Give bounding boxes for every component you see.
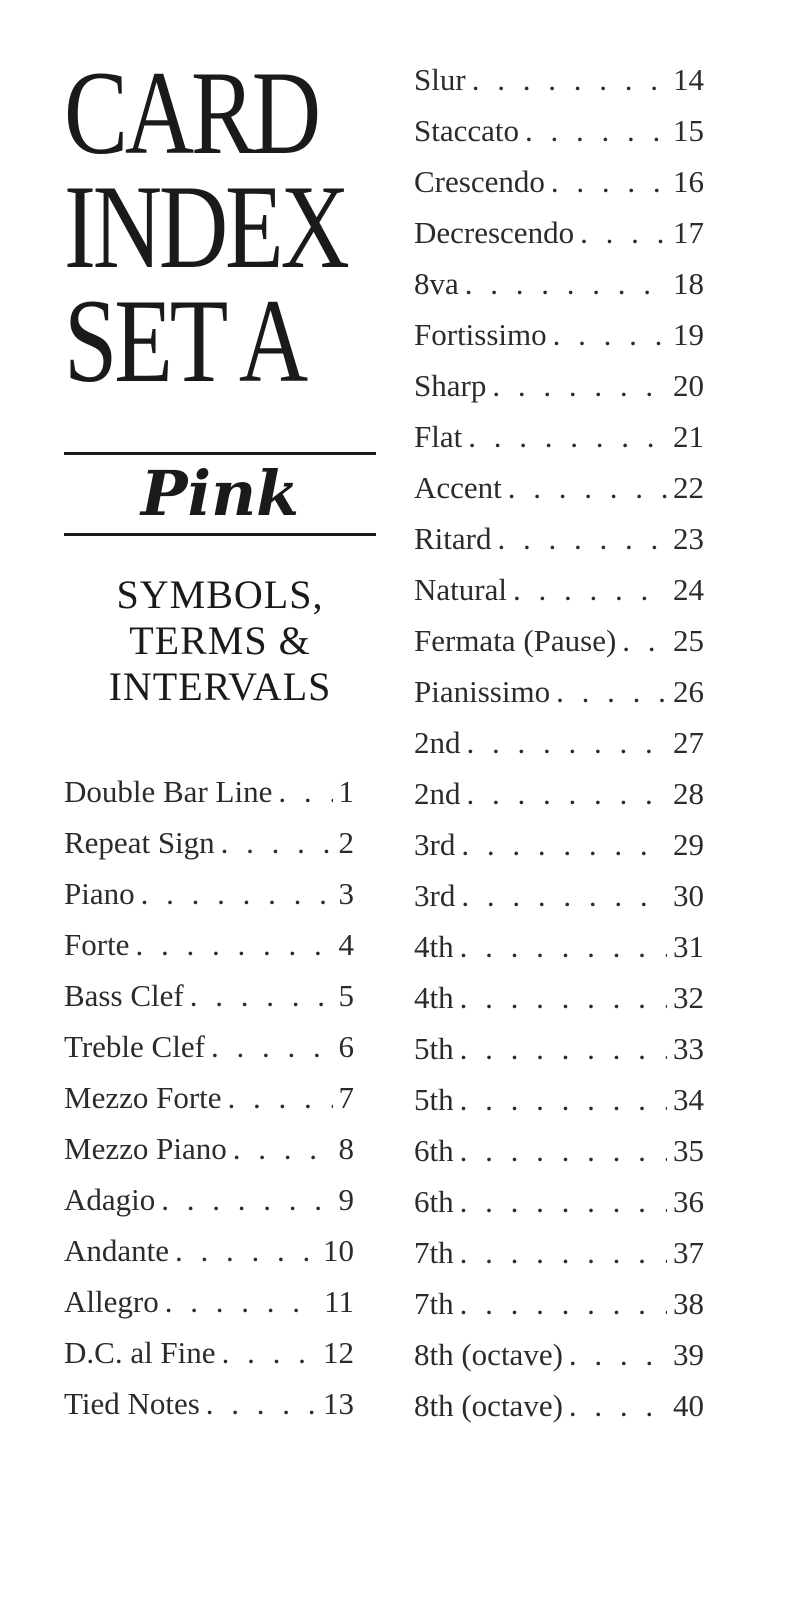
- entry-number: 38: [673, 1286, 704, 1321]
- entry-term: 5th: [414, 1082, 454, 1117]
- entry-term: Slur: [414, 62, 466, 97]
- dot-leader: [551, 156, 667, 207]
- index-entry: [414, 258, 704, 309]
- entry-number: 20: [673, 368, 704, 403]
- index-entry: [414, 1074, 704, 1125]
- divider-bottom: [64, 533, 376, 536]
- dot-leader: [513, 564, 667, 615]
- header-block: [64, 46, 376, 710]
- entry-term: Staccato: [414, 113, 520, 148]
- index-entry: [64, 1021, 354, 1072]
- entry-number: 19: [673, 317, 704, 352]
- entry-term: Pianissimo: [414, 674, 551, 709]
- entry-number: 37: [673, 1235, 704, 1270]
- entry-number: 11: [324, 1284, 354, 1319]
- entry-number: 3: [338, 876, 354, 911]
- entry-term: 5th: [414, 1031, 454, 1066]
- dot-leader: [525, 105, 667, 156]
- entry-number: 15: [673, 113, 704, 148]
- index-entry: [414, 513, 704, 564]
- entry-term: Crescendo: [414, 164, 545, 199]
- dot-leader: [228, 1072, 333, 1123]
- entry-number: 33: [673, 1031, 704, 1066]
- dot-leader: [233, 1123, 333, 1174]
- index-entry: [414, 1278, 704, 1329]
- index-entry: [414, 1125, 704, 1176]
- index-entry: [64, 1072, 354, 1123]
- entry-term: Tied Notes: [64, 1386, 200, 1421]
- entry-number: 10: [323, 1233, 354, 1268]
- entry-number: 34: [673, 1082, 704, 1117]
- entry-term: 3rd: [414, 878, 456, 913]
- entry-number: 13: [323, 1386, 354, 1421]
- entry-term: Mezzo Forte: [64, 1080, 222, 1115]
- entry-term: Double Bar Line: [64, 774, 273, 809]
- entry-number: 6: [338, 1029, 354, 1064]
- entry-number: 40: [673, 1388, 704, 1423]
- dot-leader: [460, 1176, 667, 1227]
- entry-term: 8th (octave): [414, 1388, 563, 1423]
- dot-leader: [492, 360, 667, 411]
- dot-leader: [222, 1327, 317, 1378]
- index-entry: [414, 462, 704, 513]
- index-entry: [64, 919, 354, 970]
- index-entry: [64, 1225, 354, 1276]
- entry-term: Natural: [414, 572, 507, 607]
- index-entry: [414, 207, 704, 258]
- index-entry: [414, 717, 704, 768]
- entry-number: 1: [338, 774, 354, 809]
- index-entry: [414, 54, 704, 105]
- entry-number: 17: [673, 215, 704, 250]
- dot-leader: [622, 615, 667, 666]
- index-entry: [64, 1378, 354, 1429]
- entry-term: Accent: [414, 470, 502, 505]
- dot-leader: [460, 1227, 667, 1278]
- dot-leader: [221, 817, 333, 868]
- entry-number: 29: [673, 827, 704, 862]
- index-entry: [64, 970, 354, 1021]
- dot-leader: [206, 1378, 317, 1429]
- entry-term: Bass Clef: [64, 978, 184, 1013]
- index-entry: [414, 309, 704, 360]
- entry-number: 30: [673, 878, 704, 913]
- page-title: [64, 46, 376, 407]
- entry-term: Forte: [64, 927, 130, 962]
- dot-leader: [161, 1174, 332, 1225]
- entry-term: 8th (octave): [414, 1337, 563, 1372]
- index-entry: [414, 411, 704, 462]
- entry-term: 7th: [414, 1286, 454, 1321]
- title-line-2: INDEX: [64, 160, 347, 293]
- subtitle-line-2: TERMS &: [129, 618, 311, 663]
- dot-leader: [175, 1225, 317, 1276]
- index-entry: [414, 819, 704, 870]
- entry-number: 25: [673, 623, 704, 658]
- entry-number: 36: [673, 1184, 704, 1219]
- entry-term: Flat: [414, 419, 463, 454]
- entry-number: 32: [673, 980, 704, 1015]
- index-list-right: [414, 54, 704, 1431]
- entry-term: Andante: [64, 1233, 170, 1268]
- entry-number: 9: [338, 1182, 354, 1217]
- entry-term: Piano: [64, 876, 135, 911]
- entry-number: 21: [673, 419, 704, 454]
- dot-leader: [508, 462, 667, 513]
- title-block: [64, 46, 376, 408]
- entry-term: Mezzo Piano: [64, 1131, 227, 1166]
- index-entry: [414, 564, 704, 615]
- entry-number: 24: [673, 572, 704, 607]
- entry-number: 26: [673, 674, 704, 709]
- entry-number: 22: [673, 470, 704, 505]
- entry-term: Fermata (Pause): [414, 623, 617, 658]
- entry-term: 3rd: [414, 827, 456, 862]
- dot-leader: [460, 1023, 667, 1074]
- subtitle: [64, 572, 376, 710]
- index-entry: [64, 1174, 354, 1225]
- entry-term: Treble Clef: [64, 1029, 205, 1064]
- dot-leader: [141, 868, 333, 919]
- dot-leader: [135, 919, 332, 970]
- title-line-1: CARD: [64, 46, 318, 179]
- index-entry: [64, 1123, 354, 1174]
- index-entry: [414, 870, 704, 921]
- entry-term: 4th: [414, 929, 454, 964]
- dot-leader: [460, 921, 667, 972]
- entry-term: Adagio: [64, 1182, 156, 1217]
- index-entry: [64, 817, 354, 868]
- entry-term: Repeat Sign: [64, 825, 215, 860]
- index-entry: [414, 105, 704, 156]
- dot-leader: [461, 870, 667, 921]
- entry-term: 2nd: [414, 776, 461, 811]
- dot-leader: [472, 54, 667, 105]
- dot-leader: [467, 768, 668, 819]
- dot-leader: [190, 970, 333, 1021]
- dot-leader: [460, 1125, 667, 1176]
- entry-number: 4: [338, 927, 354, 962]
- index-entry: [64, 868, 354, 919]
- entry-number: 12: [323, 1335, 354, 1370]
- index-entry: [414, 1023, 704, 1074]
- index-entry: [64, 1276, 354, 1327]
- entry-number: 7: [338, 1080, 354, 1115]
- dot-leader: [569, 1380, 667, 1431]
- entry-number: 5: [338, 978, 354, 1013]
- entry-number: 2: [338, 825, 354, 860]
- entry-number: 18: [673, 266, 704, 301]
- index-entry: [414, 156, 704, 207]
- entry-number: 28: [673, 776, 704, 811]
- index-entry: [414, 768, 704, 819]
- index-entry: [414, 921, 704, 972]
- index-entry: [414, 972, 704, 1023]
- dot-leader: [461, 819, 667, 870]
- dot-leader: [468, 411, 667, 462]
- dot-leader: [556, 666, 667, 717]
- entry-term: 7th: [414, 1235, 454, 1270]
- entry-term: D.C. al Fine: [64, 1335, 216, 1370]
- subtitle-line-1: SYMBOLS,: [116, 572, 324, 617]
- entry-term: Ritard: [414, 521, 492, 556]
- index-entry: [414, 1227, 704, 1278]
- dot-leader: [465, 258, 667, 309]
- index-entry: [414, 1176, 704, 1227]
- index-list-left: [64, 766, 354, 1429]
- subtitle-line-3: INTERVALS: [108, 664, 332, 709]
- title-line-3: SET A: [64, 274, 305, 407]
- dot-leader: [460, 1074, 667, 1125]
- index-entry: [414, 1380, 704, 1431]
- entry-term: 8va: [414, 266, 459, 301]
- dot-leader: [498, 513, 668, 564]
- index-entry: [414, 666, 704, 717]
- entry-term: Sharp: [414, 368, 487, 403]
- dot-leader: [460, 1278, 667, 1329]
- entry-number: 39: [673, 1337, 704, 1372]
- entry-term: 6th: [414, 1184, 454, 1219]
- index-entry: [414, 615, 704, 666]
- dot-leader: [467, 717, 668, 768]
- index-entry: [64, 1327, 354, 1378]
- dot-leader: [580, 207, 667, 258]
- index-entry: [64, 766, 354, 817]
- entry-number: 8: [338, 1131, 354, 1166]
- entry-number: 16: [673, 164, 704, 199]
- entry-number: 23: [673, 521, 704, 556]
- entry-number: 14: [673, 62, 704, 97]
- dot-leader: [165, 1276, 318, 1327]
- dot-leader: [460, 972, 667, 1023]
- entry-number: 31: [673, 929, 704, 964]
- dot-leader: [553, 309, 667, 360]
- entry-term: 4th: [414, 980, 454, 1015]
- dot-leader: [278, 766, 332, 817]
- entry-term: 2nd: [414, 725, 461, 760]
- dot-leader: [569, 1329, 667, 1380]
- entry-term: Fortissimo: [414, 317, 547, 352]
- color-label: Pink: [140, 457, 300, 530]
- entry-number: 35: [673, 1133, 704, 1168]
- index-entry: [414, 360, 704, 411]
- entry-number: 27: [673, 725, 704, 760]
- index-entry: [414, 1329, 704, 1380]
- entry-term: Allegro: [64, 1284, 159, 1319]
- entry-term: 6th: [414, 1133, 454, 1168]
- entry-term: Decrescendo: [414, 215, 575, 250]
- dot-leader: [211, 1021, 333, 1072]
